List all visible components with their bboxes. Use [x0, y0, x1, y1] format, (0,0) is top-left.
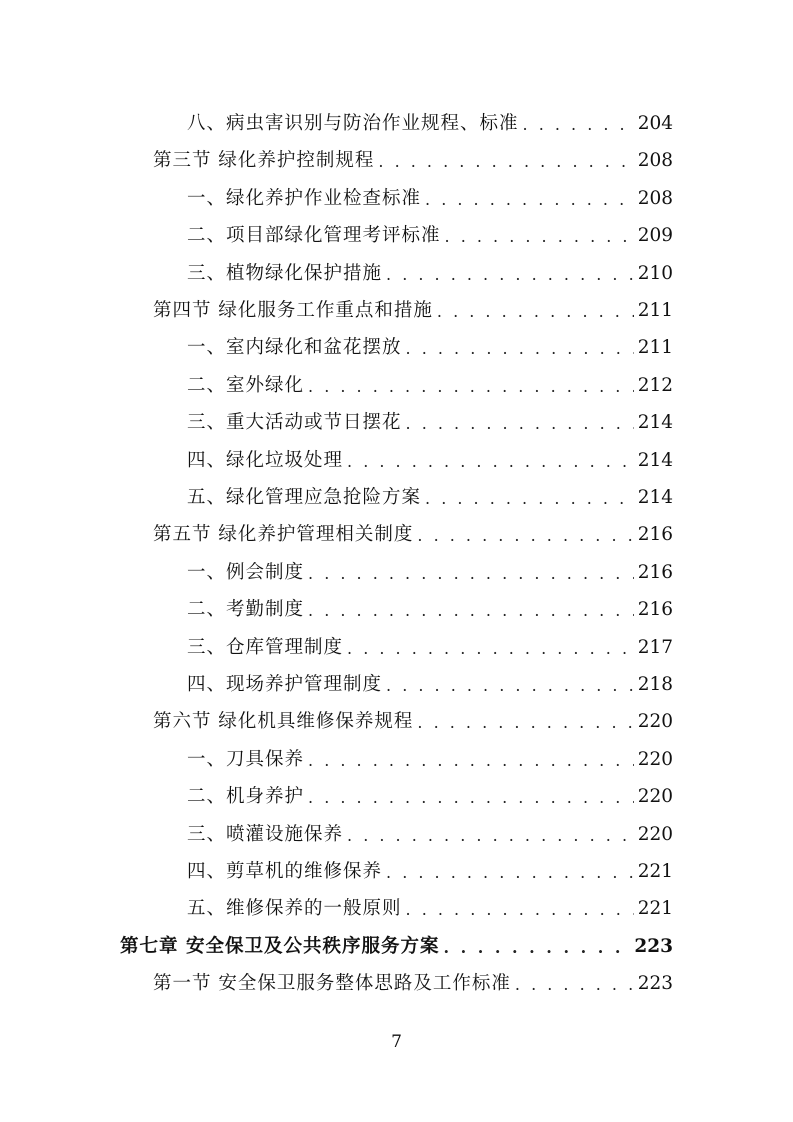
toc-entry-title: 一、室内绿化和盆花摆放	[187, 337, 402, 359]
toc-entry-page: 214	[637, 449, 673, 471]
toc-entry[interactable]	[153, 960, 673, 996]
toc-entry-page: 223	[637, 973, 673, 995]
toc-dot-leader	[417, 525, 633, 547]
toc-entry-page: 209	[637, 225, 673, 247]
toc-entry-title: 第七章 安全保卫及公共秩序服务方案	[120, 935, 440, 957]
toc-entry-page: 211	[637, 300, 673, 321]
toc-dot-leader	[308, 750, 634, 772]
toc-entry-page: 208	[637, 187, 673, 209]
toc-entry-page: 210	[637, 262, 673, 284]
toc-entry[interactable]	[187, 175, 673, 211]
toc-dot-leader	[437, 301, 634, 323]
toc-entry-page: 220	[637, 711, 673, 733]
toc-entry-page: 221	[637, 861, 673, 882]
toc-entry[interactable]	[153, 287, 673, 323]
toc-dot-leader	[308, 600, 634, 622]
toc-entry[interactable]	[187, 437, 673, 473]
toc-entry[interactable]	[187, 474, 673, 510]
toc-entry-title: 三、重大活动或节日摆花	[187, 412, 402, 434]
toc-entry-title: 二、机身养护	[187, 786, 305, 808]
toc-entry-page: 216	[637, 524, 673, 546]
toc-dot-leader	[417, 712, 633, 734]
toc-entry-chapter[interactable]	[120, 923, 673, 959]
toc-entry-page: 218	[637, 674, 673, 695]
toc-entry-title: 一、例会制度	[187, 561, 305, 583]
toc-entry-page: 223	[634, 935, 673, 957]
toc-entry-title: 第四节 绿化服务工作重点和措施	[153, 300, 433, 321]
toc-entry-title: 五、维修保养的一般原则	[187, 898, 402, 920]
toc-dot-leader	[347, 638, 634, 660]
toc-entry-title: 四、剪草机的维修保养	[187, 861, 383, 882]
toc-entry-title: 三、喷灌设施保养	[187, 823, 344, 845]
toc-dot-leader	[523, 114, 634, 136]
toc-dot-leader	[386, 264, 634, 286]
toc-entry[interactable]	[187, 661, 673, 697]
toc-entry-title: 三、仓库管理制度	[187, 636, 344, 658]
toc-dot-leader	[386, 675, 634, 697]
toc-entry-title: 二、考勤制度	[187, 599, 305, 621]
toc-entry[interactable]	[187, 399, 673, 435]
toc-dot-leader	[386, 862, 634, 884]
toc-dot-leader	[515, 974, 634, 996]
toc-entry-title: 第三节 绿化养护控制规程	[153, 150, 375, 172]
toc-entry[interactable]	[187, 212, 673, 248]
toc-entry-title: 八、病虫害识别与防治作业规程、标准	[187, 113, 519, 134]
toc-dot-leader	[308, 787, 634, 809]
toc-entry[interactable]	[187, 624, 673, 660]
toc-entry-page: 208	[637, 150, 673, 172]
toc-entry-title: 一、刀具保养	[187, 748, 305, 770]
toc-dot-leader	[347, 451, 634, 473]
toc-entry-page: 216	[637, 561, 673, 583]
toc-entry[interactable]	[187, 549, 673, 585]
toc-entry[interactable]	[187, 586, 673, 622]
toc-dot-leader	[378, 151, 633, 173]
toc-dot-leader	[308, 563, 634, 585]
toc-entry-page: 221	[637, 898, 673, 920]
toc-entry-page: 204	[637, 113, 673, 134]
toc-entry[interactable]	[187, 811, 673, 847]
toc-entry-title: 四、现场养护管理制度	[187, 674, 383, 695]
toc-entry-page: 216	[637, 599, 673, 621]
toc-entry-page: 220	[637, 823, 673, 845]
toc-entry[interactable]	[187, 362, 673, 398]
toc-entry[interactable]	[153, 137, 673, 173]
toc-entry-title: 第六节 绿化机具维修保养规程	[153, 711, 414, 733]
toc-entry-page: 214	[637, 487, 673, 508]
toc-dot-leader	[347, 825, 634, 847]
toc-entry-title: 三、植物绿化保护措施	[187, 262, 383, 284]
toc-entry-page: 220	[637, 748, 673, 770]
page-number: 7	[391, 1032, 402, 1052]
toc-entry[interactable]	[187, 100, 673, 136]
toc-entry-page: 214	[637, 412, 673, 434]
toc-dot-leader	[425, 189, 634, 211]
toc-entry-title: 五、绿化管理应急抢险方案	[187, 487, 422, 508]
toc-dot-leader	[425, 488, 634, 510]
toc-entry[interactable]	[187, 885, 673, 921]
toc-entry-title: 第五节 绿化养护管理相关制度	[153, 524, 414, 546]
toc-entry[interactable]	[187, 736, 673, 772]
toc-entry[interactable]	[187, 250, 673, 286]
toc-dot-leader	[406, 899, 634, 921]
toc-entry[interactable]	[187, 848, 673, 884]
toc-dot-leader	[308, 376, 634, 398]
toc-entry-page: 211	[637, 337, 673, 359]
toc-entry-title: 一、绿化养护作业检查标准	[187, 187, 422, 209]
toc-dot-leader	[406, 413, 634, 435]
toc-entry[interactable]	[153, 511, 673, 547]
toc-dot-leader	[443, 937, 630, 959]
toc-entry[interactable]	[187, 324, 673, 360]
toc-entry-title: 二、室外绿化	[187, 374, 305, 396]
toc-entry-title: 四、绿化垃圾处理	[187, 449, 344, 471]
toc-entry-page: 212	[637, 374, 673, 396]
toc-entry-title: 第一节 安全保卫服务整体思路及工作标准	[153, 973, 511, 995]
toc-entry-title: 二、项目部绿化管理考评标准	[187, 225, 441, 247]
toc-entry-page: 220	[637, 786, 673, 808]
toc-entry-page: 217	[637, 636, 673, 658]
toc-entry[interactable]	[153, 698, 673, 734]
toc-entry[interactable]	[187, 773, 673, 809]
toc-dot-leader	[406, 338, 634, 360]
toc-dot-leader	[445, 226, 634, 248]
